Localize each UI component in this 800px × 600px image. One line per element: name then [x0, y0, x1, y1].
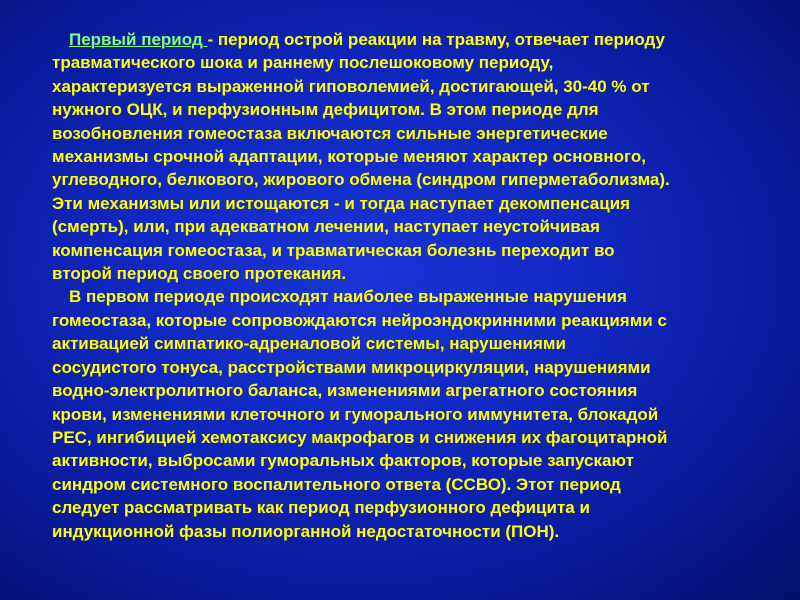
paragraph-first-period	[35, 28, 775, 285]
text-line: Эти механизмы или истощаются - и тогда наступает декомпенсация	[52, 193, 631, 213]
text-line	[35, 28, 775, 51]
text-line: механизмы срочной адаптации, которые меняют характер основного,	[52, 147, 646, 167]
text-line: активности, выбросами гуморальных факторов, которые запускают	[52, 451, 634, 471]
text-line: РЕС, ингибицией хемотаксису макрофагов и снижения их фагоцитарной	[52, 427, 668, 447]
first-period-heading: Первый период	[69, 30, 208, 49]
text-line-content: В первом периоде происходят наиболее выраженные нарушения	[69, 287, 627, 307]
text-line: второй период своего протекания.	[52, 264, 347, 284]
paragraph-second	[35, 285, 775, 542]
text-line: водно-электролитного баланса, изменениями агрегатного состояния	[52, 381, 638, 401]
text-line: активацией симпатико-адреналовой системы, нарушениями	[52, 334, 566, 354]
text-line: нужного ОЦК, и перфузионным дефицитом. В этом периоде для	[52, 100, 599, 120]
text-line: возобновления гомеостаза включаются сильные энергетические	[52, 123, 608, 143]
text-line: сосудистого тонуса, расстройствами микроциркуляции, нарушениями	[52, 357, 651, 377]
text-line: компенсация гомеостаза, и травматическая болезнь переходит во	[52, 240, 615, 260]
text-line	[35, 285, 775, 308]
text-line: синдром системного воспалительного ответа (ССВО). Этот период	[52, 474, 621, 494]
text-line: травматического шока и раннему послешоковому периоду,	[52, 53, 554, 73]
text-line: углеводного, белкового, жирового обмена (синдром гиперметаболизма).	[52, 170, 670, 190]
text-line: гомеостаза, которые сопровождаются нейроэндокринними реакциями с	[52, 310, 667, 330]
text-line: крови, изменениями клеточного и гуморального иммунитета, блокадой	[52, 404, 659, 424]
text-line: характеризуется выраженной гиповолемией, достигающей, 30-40 % от	[52, 76, 650, 96]
text-line-content: - период острой реакции на травму, отвечает периоду	[207, 30, 665, 49]
text-line: индукционной фазы полиорганной недостаточности (ПОН).	[52, 521, 560, 541]
text-line: следует рассматривать как период перфузионного дефицита и	[52, 498, 590, 518]
text-line: (смерть), или, при адекватном лечении, наступает неустойчивая	[52, 217, 600, 237]
slide-text	[35, 28, 775, 543]
